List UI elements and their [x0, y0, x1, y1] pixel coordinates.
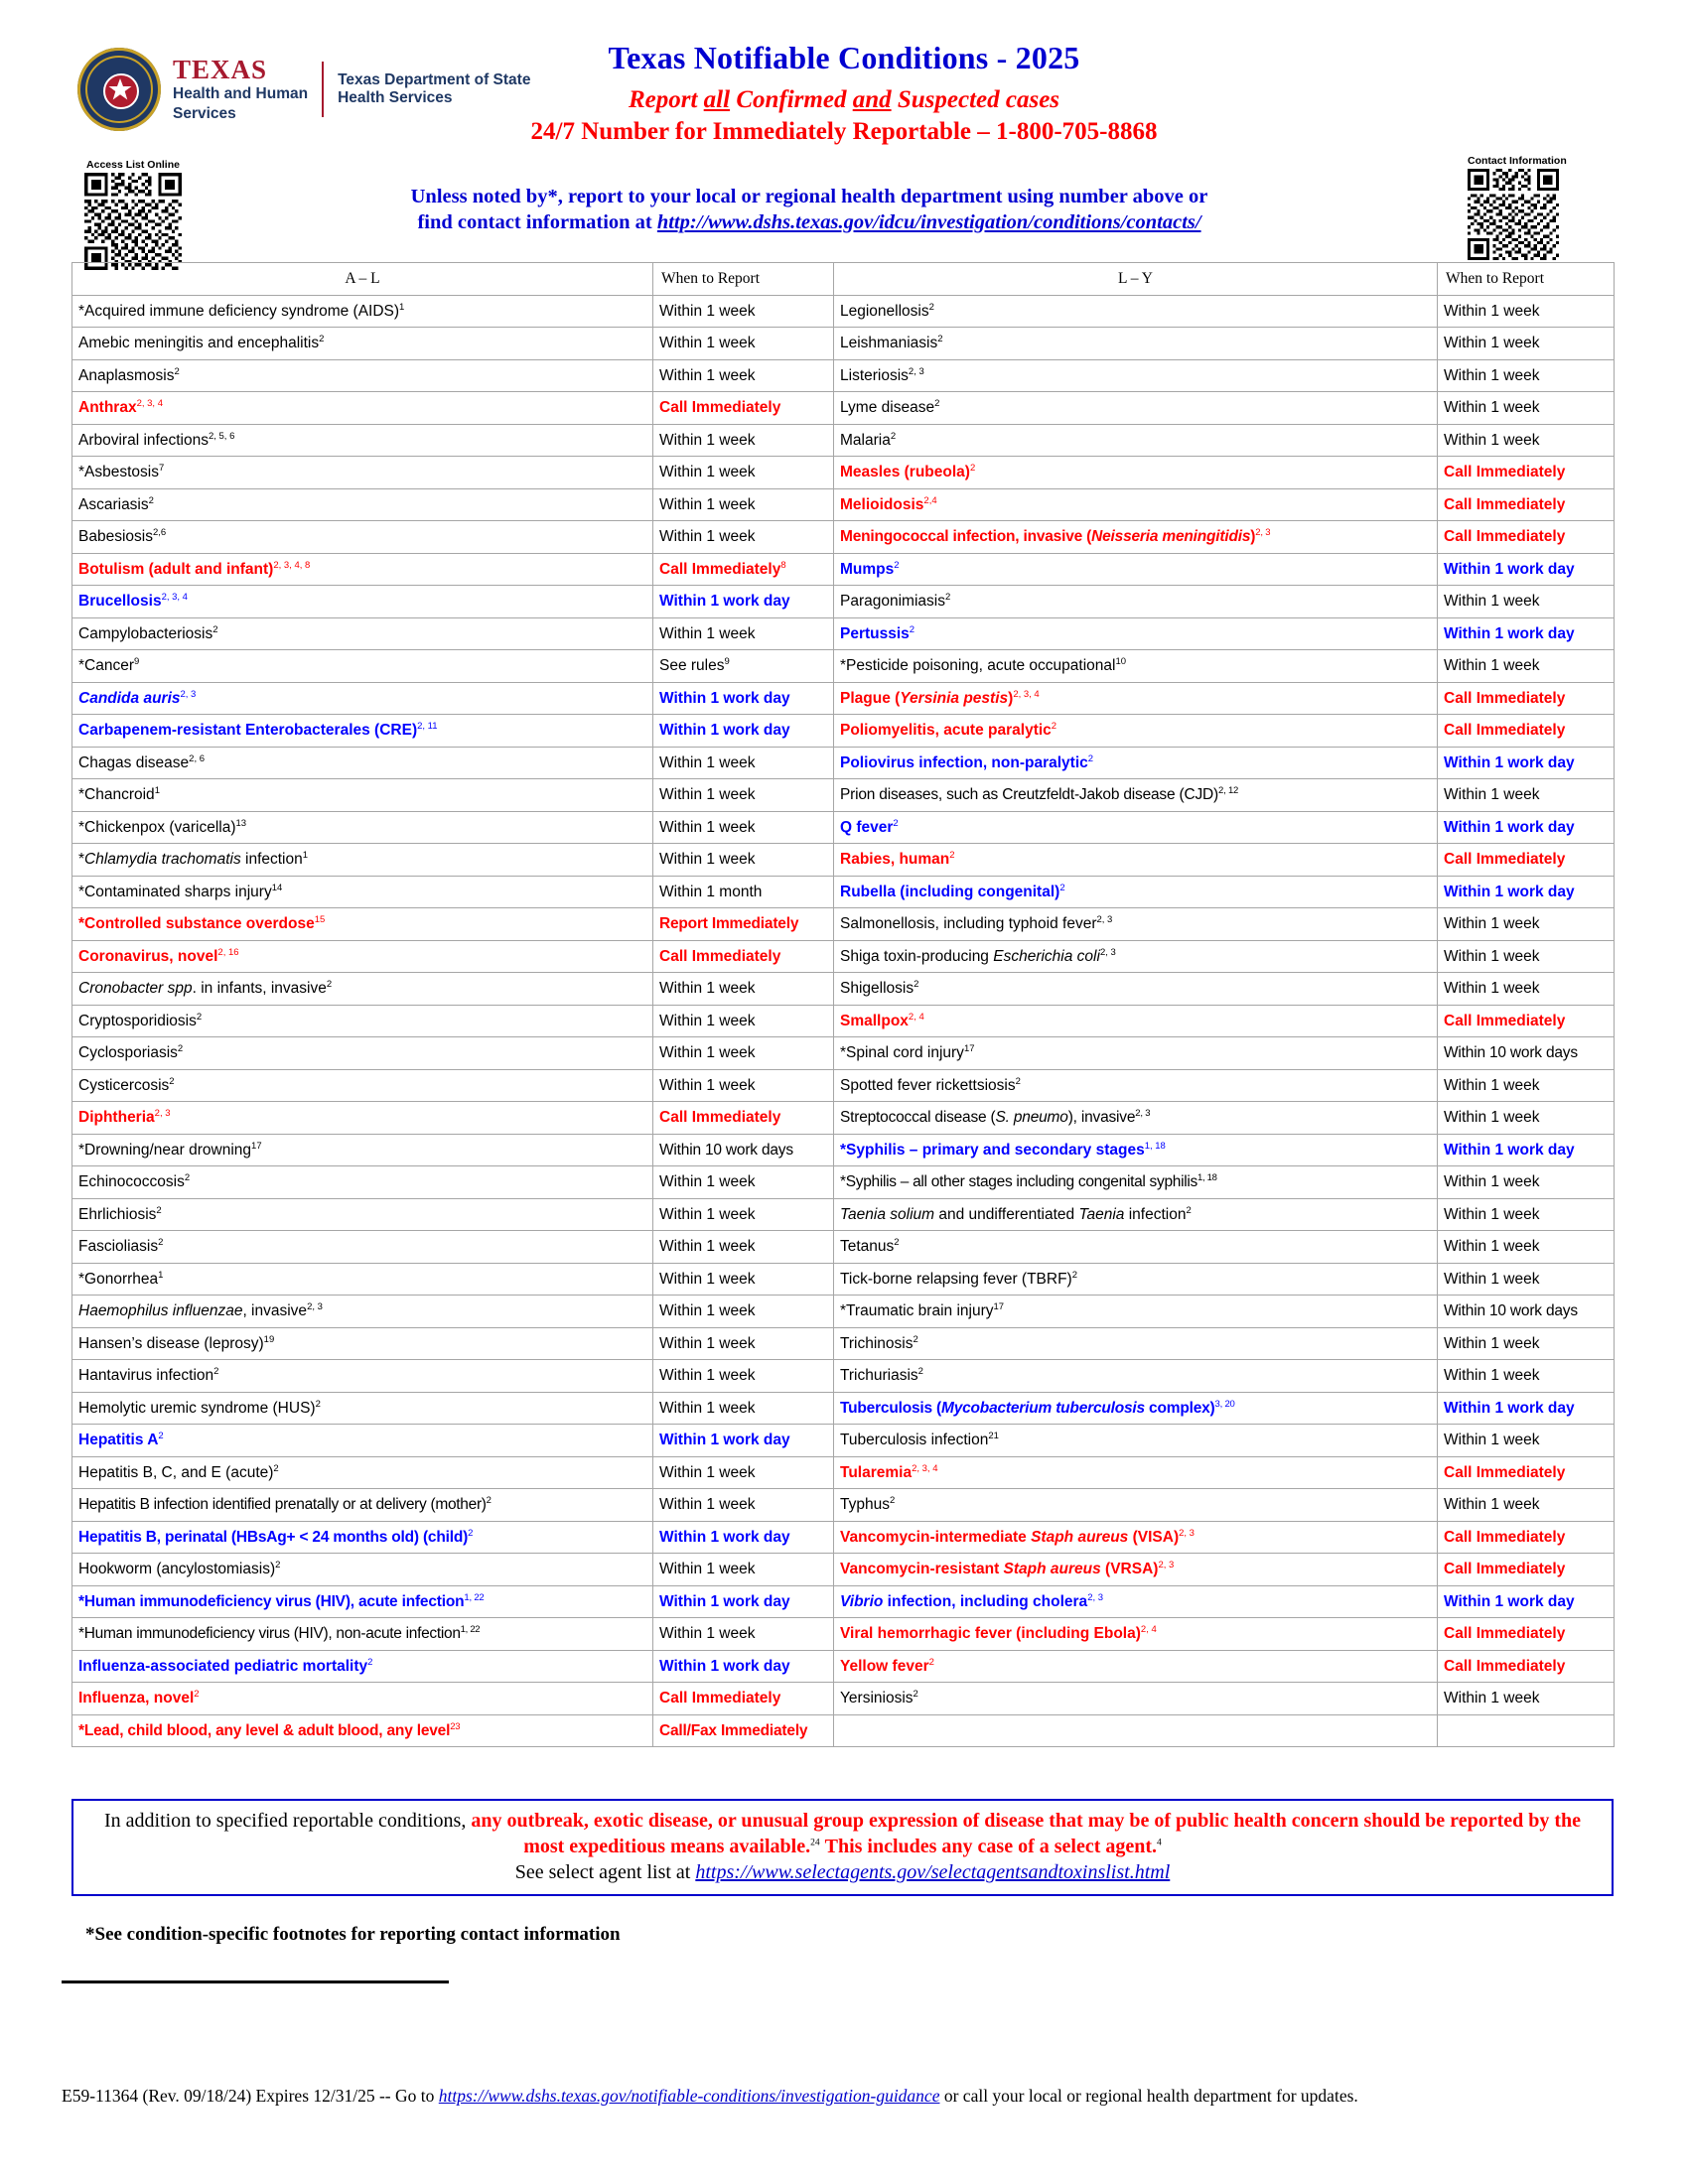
condition-name-left: *Gonorrhea$^1$	[72, 1263, 653, 1296]
condition-name-right: Mumps$^2$	[834, 553, 1438, 586]
when-to-report-right: Call Immediately	[1438, 488, 1615, 521]
condition-name-left: Hookworm (ancylostomiasis)$^2$	[72, 1554, 653, 1586]
condition-name-right: Rabies, human$^2$	[834, 844, 1438, 877]
when-to-report-right: Within 1 week	[1438, 1166, 1615, 1199]
when-to-report-right: Within 1 week	[1438, 779, 1615, 812]
condition-name-left: *Lead, child blood, any level & adult blood, any level$^{23}$	[72, 1714, 653, 1747]
condition-name-right: Malaria$^2$	[834, 424, 1438, 457]
table-row	[72, 715, 1615, 748]
when-to-report-left: Call Immediately	[653, 1683, 834, 1715]
table-row	[72, 392, 1615, 425]
table-row	[72, 1198, 1615, 1231]
condition-name-left: Campylobacteriosis$^2$	[72, 617, 653, 650]
condition-name-right: Yersiniosis$^2$	[834, 1683, 1438, 1715]
when-to-report-right: Within 1 week	[1438, 424, 1615, 457]
subtitle-report-cases	[328, 86, 1360, 114]
when-to-report-right: Within 1 week	[1438, 1231, 1615, 1264]
condition-name-right: Rubella (including congenital)$^2$	[834, 876, 1438, 908]
condition-name-right: Tuberculosis (Mycobacterium tuberculosis complex)$^{3, 20}$	[834, 1392, 1438, 1425]
condition-name-right: Streptococcal disease (S. pneumo), invasive$^{2, 3}$	[834, 1102, 1438, 1135]
condition-name-right: Typhus$^2$	[834, 1489, 1438, 1522]
condition-name-left: *Cancer$^9$	[72, 650, 653, 683]
when-to-report-left: Within 1 work day	[653, 1425, 834, 1457]
condition-name-right: Yellow fever$^2$	[834, 1650, 1438, 1683]
table-row	[72, 747, 1615, 779]
condition-name-left: Hemolytic uremic syndrome (HUS)$^2$	[72, 1392, 653, 1425]
condition-name-right: Paragonimiasis$^2$	[834, 586, 1438, 618]
when-to-report-right: Within 10 work days	[1438, 1296, 1615, 1328]
outbreak-warning-text: any outbreak, exotic disease, or unusual group expression of disease that may be of public health concern should be reported by the most expeditious means available.	[471, 1810, 1582, 1857]
condition-name-left: Candida auris$^{2, 3}$	[72, 682, 653, 715]
condition-name-left: *Acquired immune deficiency syndrome (AIDS)$^1$	[72, 295, 653, 328]
condition-name-left: Botulism (adult and infant)$^{2, 3, 4, 8}$	[72, 553, 653, 586]
condition-name-left: Cronobacter spp. in infants, invasive$^2$	[72, 973, 653, 1006]
notifiable-conditions-table	[71, 262, 1615, 1747]
condition-name-left: Arboviral infections$^{2, 5, 6}$	[72, 424, 653, 457]
table-row	[72, 1585, 1615, 1618]
title-block	[328, 40, 1360, 146]
condition-name-left: Echinococcosis$^2$	[72, 1166, 653, 1199]
notice-line-1: Unless noted by*, report to your local or regional health department using number above or	[410, 186, 1208, 207]
condition-name-right: Tick-borne relapsing fever (TBRF)$^2$	[834, 1263, 1438, 1296]
col-header-conditions-a-l: A – L	[72, 263, 653, 296]
table-row	[72, 359, 1615, 392]
condition-name-left: Hepatitis B, C, and E (acute)$^2$	[72, 1456, 653, 1489]
when-to-report-left: See rules$^9$	[653, 650, 834, 683]
when-to-report-right: Call Immediately	[1438, 457, 1615, 489]
when-to-report-left: Within 1 work day	[653, 1650, 834, 1683]
condition-name-left: *Human immunodeficiency virus (HIV), non-acute infection$^{1, 22}$	[72, 1618, 653, 1651]
reporting-instructions	[223, 185, 1395, 235]
table-row	[72, 328, 1615, 360]
condition-name-right: Salmonellosis, including typhoid fever$^{2, 3}$	[834, 908, 1438, 941]
when-to-report-right: Call Immediately	[1438, 1554, 1615, 1586]
condition-name-right: Taenia solium and undifferentiated Taenia infection$^2$	[834, 1198, 1438, 1231]
condition-name-right: Lyme disease$^2$	[834, 392, 1438, 425]
when-to-report-left: Within 1 week	[653, 1166, 834, 1199]
when-to-report-right: Within 1 week	[1438, 973, 1615, 1006]
select-agent-prefix: See select agent list at	[514, 1861, 696, 1883]
condition-name-right: Shigellosis$^2$	[834, 973, 1438, 1006]
when-to-report-left: Within 1 week	[653, 521, 834, 554]
subtitle-all: all	[703, 86, 731, 113]
when-to-report-right: Within 1 week	[1438, 1425, 1615, 1457]
when-to-report-right: Call Immediately	[1438, 1521, 1615, 1554]
condition-name-left: *Chancroid$^1$	[72, 779, 653, 812]
when-to-report-left: Within 1 week	[653, 295, 834, 328]
table-row	[72, 650, 1615, 683]
when-to-report-left: Within 1 week	[653, 844, 834, 877]
condition-name-left: Anaplasmosis$^2$	[72, 359, 653, 392]
hhs-line-1: Health and Human	[173, 85, 309, 103]
contacts-link[interactable]: http://www.dshs.texas.gov/idcu/investigation/conditions/contacts/	[656, 210, 1201, 233]
outbreak-lead-text: In addition to specified reportable conditions,	[103, 1810, 472, 1832]
col-header-when-to-report-left: When to Report	[653, 263, 834, 296]
page-header	[0, 0, 1688, 253]
condition-name-right: Legionellosis$^2$	[834, 295, 1438, 328]
table-header	[72, 263, 1615, 296]
when-to-report-left: Within 1 week	[653, 424, 834, 457]
table-row	[72, 1521, 1615, 1554]
when-to-report-left: Call Immediately$^8$	[653, 553, 834, 586]
when-to-report-left: Within 1 week	[653, 1231, 834, 1264]
table-row	[72, 1327, 1615, 1360]
when-to-report-left: Within 1 week	[653, 1327, 834, 1360]
table-row	[72, 295, 1615, 328]
table-row	[72, 553, 1615, 586]
condition-name-right: Melioidosis$^{2,4}$	[834, 488, 1438, 521]
when-to-report-right: Call Immediately	[1438, 682, 1615, 715]
when-to-report-right: Within 1 work day	[1438, 617, 1615, 650]
when-to-report-right: Within 1 work day	[1438, 811, 1615, 844]
asterisk-footnote: *See condition-specific footnotes for reporting contact information	[85, 1924, 621, 1945]
when-to-report-left: Call/Fax Immediately	[653, 1714, 834, 1747]
when-to-report-left: Within 1 week	[653, 1263, 834, 1296]
condition-name-right: Viral hemorrhagic fever (including Ebola)$^{2, 4}$	[834, 1618, 1438, 1651]
when-to-report-left: Within 1 week	[653, 1069, 834, 1102]
col-header-when-to-report-right: When to Report	[1438, 263, 1615, 296]
table-row	[72, 908, 1615, 941]
table-row	[72, 1650, 1615, 1683]
table-row	[72, 521, 1615, 554]
when-to-report-right: Within 1 week	[1438, 908, 1615, 941]
when-to-report-left: Within 1 week	[653, 1005, 834, 1037]
texas-wordmark: TEXAS	[173, 55, 268, 85]
condition-name-left: *Controlled substance overdose$^{15}$	[72, 908, 653, 941]
when-to-report-right: Within 1 week	[1438, 650, 1615, 683]
condition-name-left: Cryptosporidiosis$^2$	[72, 1005, 653, 1037]
condition-name-left: *Chickenpox (varicella)$^{13}$	[72, 811, 653, 844]
condition-name-right: Tuberculosis infection$^{21}$	[834, 1425, 1438, 1457]
condition-name-right	[834, 1714, 1438, 1747]
when-to-report-left: Within 1 week	[653, 328, 834, 360]
when-to-report-right: Within 1 week	[1438, 1102, 1615, 1135]
table-row	[72, 779, 1615, 812]
condition-name-right: *Traumatic brain injury$^{17}$	[834, 1296, 1438, 1328]
condition-name-right: Prion diseases, such as Creutzfeldt-Jakob disease (CJD)$^{2, 12}$	[834, 779, 1438, 812]
when-to-report-left: Within 1 week	[653, 973, 834, 1006]
condition-name-right: Smallpox$^{2, 4}$	[834, 1005, 1438, 1037]
condition-name-right: *Syphilis – primary and secondary stages$^{1, 18}$	[834, 1134, 1438, 1166]
when-to-report-right	[1438, 1714, 1615, 1747]
table-row	[72, 457, 1615, 489]
condition-name-right: Leishmaniasis$^2$	[834, 328, 1438, 360]
table-row	[72, 844, 1615, 877]
condition-name-right: Pertussis$^2$	[834, 617, 1438, 650]
when-to-report-left: Report Immediately	[653, 908, 834, 941]
when-to-report-right: Within 1 work day	[1438, 1585, 1615, 1618]
when-to-report-left: Within 1 work day	[653, 682, 834, 715]
col-header-conditions-l-y: L – Y	[834, 263, 1438, 296]
when-to-report-right: Call Immediately	[1438, 1618, 1615, 1651]
when-to-report-right: Call Immediately	[1438, 715, 1615, 748]
subtitle-post: Suspected cases	[891, 86, 1060, 113]
condition-name-right: Q fever$^2$	[834, 811, 1438, 844]
condition-name-left: Chagas disease$^{2, 6}$	[72, 747, 653, 779]
table-row	[72, 488, 1615, 521]
table-row	[72, 811, 1615, 844]
dshs-line-1: Texas Department of State	[338, 71, 531, 89]
table-row	[72, 1102, 1615, 1135]
condition-name-left: Coronavirus, novel$^{2, 16}$	[72, 940, 653, 973]
condition-name-left: Amebic meningitis and encephalitis$^2$	[72, 328, 653, 360]
when-to-report-right: Within 1 work day	[1438, 553, 1615, 586]
condition-name-left: Hansen’s disease (leprosy)$^{19}$	[72, 1327, 653, 1360]
when-to-report-right: Within 1 week	[1438, 1360, 1615, 1393]
condition-name-right: *Pesticide poisoning, acute occupational$^{10}$	[834, 650, 1438, 683]
table-row	[72, 876, 1615, 908]
qr-code-access-list-icon[interactable]	[84, 173, 182, 270]
texas-hhs-seal-icon	[77, 48, 161, 131]
when-to-report-left: Within 1 work day	[653, 1585, 834, 1618]
table-row	[72, 1005, 1615, 1037]
when-to-report-left: Call Immediately	[653, 1102, 834, 1135]
condition-name-left: Hepatitis B, perinatal (HBsAg+ < 24 months old) (child)$^2$	[72, 1521, 653, 1554]
star-icon	[108, 77, 132, 101]
condition-name-left: Diphtheria$^{2, 3}$	[72, 1102, 653, 1135]
table-row	[72, 1554, 1615, 1586]
when-to-report-right: Within 10 work days	[1438, 1037, 1615, 1070]
when-to-report-left: Within 1 week	[653, 1360, 834, 1393]
when-to-report-right: Call Immediately	[1438, 1005, 1615, 1037]
table-row	[72, 1425, 1615, 1457]
when-to-report-left: Within 1 week	[653, 1392, 834, 1425]
table-row	[72, 1231, 1615, 1264]
when-to-report-left: Within 1 week	[653, 1489, 834, 1522]
condition-name-left: Influenza-associated pediatric mortality$^2$	[72, 1650, 653, 1683]
condition-name-right: Tularemia$^{2, 3, 4}$	[834, 1456, 1438, 1489]
condition-name-left: Brucellosis$^{2, 3, 4}$	[72, 586, 653, 618]
select-agent-list-link[interactable]: https://www.selectagents.gov/selectagentsandtoxinslist.html	[695, 1861, 1171, 1883]
condition-name-left: Hepatitis $A^2$	[72, 1425, 653, 1457]
table-row	[72, 1714, 1615, 1747]
when-to-report-left: Within 1 month	[653, 876, 834, 908]
when-to-report-right: Within 1 work day	[1438, 1392, 1615, 1425]
outbreak-select-agent-text: This includes any case of a select agent.	[824, 1836, 1158, 1857]
condition-name-right: *Syphilis – all other stages including congenital syphilis$^{1, 18}$	[834, 1166, 1438, 1199]
condition-name-left: Fascioliasis$^2$	[72, 1231, 653, 1264]
when-to-report-left: Within 1 week	[653, 617, 834, 650]
table-header-row	[72, 263, 1615, 296]
when-to-report-left: Within 1 week	[653, 1456, 834, 1489]
when-to-report-right: Call Immediately	[1438, 1456, 1615, 1489]
when-to-report-left: Within 1 week	[653, 779, 834, 812]
table-row	[72, 940, 1615, 973]
when-to-report-right: Call Immediately	[1438, 844, 1615, 877]
table-row	[72, 1683, 1615, 1715]
when-to-report-right: Within 1 week	[1438, 295, 1615, 328]
when-to-report-left: Within 1 work day	[653, 586, 834, 618]
when-to-report-right: Within 1 week	[1438, 392, 1615, 425]
condition-name-left: Babesiosis$^{2,6}$	[72, 521, 653, 554]
table-row	[72, 1296, 1615, 1328]
hhs-wordmark	[173, 57, 308, 122]
logo-divider	[322, 62, 324, 117]
when-to-report-left: Within 1 week	[653, 811, 834, 844]
when-to-report-left: Within 1 week	[653, 488, 834, 521]
when-to-report-left: Within 1 work day	[653, 1521, 834, 1554]
when-to-report-left: Call Immediately	[653, 392, 834, 425]
when-to-report-left: Within 1 week	[653, 1618, 834, 1651]
page-title: Texas Notifiable Conditions - 2025	[608, 40, 1080, 75]
condition-name-right: Vancomycin-intermediate Staph aureus (VISA)$^{2, 3}$	[834, 1521, 1438, 1554]
when-to-report-left: Within 1 week	[653, 457, 834, 489]
notice-line-2	[223, 210, 1395, 236]
table-row	[72, 1392, 1615, 1425]
when-to-report-left: Within 1 work day	[653, 715, 834, 748]
table-row	[72, 1134, 1615, 1166]
when-to-report-left: Within 1 week	[653, 1037, 834, 1070]
table-row	[72, 1037, 1615, 1070]
condition-name-right: Listeriosis$^{2, 3}$	[834, 359, 1438, 392]
outbreak-sup-4: 4	[1157, 1838, 1162, 1848]
table-row	[72, 1618, 1615, 1651]
condition-name-left: Influenza, novel$^2$	[72, 1683, 653, 1715]
condition-name-left: *Human immunodeficiency virus (HIV), acute infection$^{1, 22}$	[72, 1585, 653, 1618]
when-to-report-right: Within 1 week	[1438, 1069, 1615, 1102]
when-to-report-right: Within 1 week	[1438, 1683, 1615, 1715]
condition-name-left: Cysticercosis$^2$	[72, 1069, 653, 1102]
when-to-report-left: Within 10 work days	[653, 1134, 834, 1166]
condition-name-right: Spotted fever rickettsiosis$^2$	[834, 1069, 1438, 1102]
dshs-line-2: Health Services	[338, 89, 453, 106]
table-row	[72, 1489, 1615, 1522]
when-to-report-right: Within 1 week	[1438, 1327, 1615, 1360]
table-body	[72, 295, 1615, 1747]
conditions-table-wrapper	[71, 262, 1614, 1747]
condition-name-left: *Drowning/near drowning$^{17}$	[72, 1134, 653, 1166]
condition-name-right: Meningococcal infection, invasive (Neisseria meningitidis)$^{2, 3}$	[834, 521, 1438, 554]
condition-name-left: Hantavirus infection$^2$	[72, 1360, 653, 1393]
when-to-report-left: Within 1 week	[653, 359, 834, 392]
when-to-report-right: Within 1 week	[1438, 1198, 1615, 1231]
table-row	[72, 682, 1615, 715]
footnote-divider	[62, 1980, 449, 1983]
select-agent-line	[89, 1859, 1596, 1885]
condition-name-left: Ascariasis$^2$	[72, 488, 653, 521]
when-to-report-right: Within 1 week	[1438, 328, 1615, 360]
when-to-report-left: Within 1 week	[653, 1296, 834, 1328]
when-to-report-right: Within 1 week	[1438, 940, 1615, 973]
condition-name-right: Poliovirus infection, non-paralytic$^2$	[834, 747, 1438, 779]
when-to-report-right: Within 1 week	[1438, 586, 1615, 618]
outbreak-sup-24: 24	[810, 1838, 820, 1848]
subtitle-phone: 24/7 Number for Immediately Reportable – 1-800-705-8868	[530, 118, 1158, 145]
condition-name-left: Haemophilus influenzae, invasive$^{2, 3}$	[72, 1296, 653, 1328]
condition-name-right: Poliomyelitis, acute paralytic$^2$	[834, 715, 1438, 748]
when-to-report-right: Within 1 week	[1438, 359, 1615, 392]
condition-name-right: Measles (rubeola)$^2$	[834, 457, 1438, 489]
when-to-report-right: Call Immediately	[1438, 521, 1615, 554]
condition-name-right: Vibrio infection, including cholera$^{2, 3}$	[834, 1585, 1438, 1618]
condition-name-left: Ehrlichiosis$^2$	[72, 1198, 653, 1231]
qr-left-caption: Access List Online	[86, 159, 180, 171]
when-to-report-right: Within 1 week	[1438, 1489, 1615, 1522]
table-row	[72, 1360, 1615, 1393]
condition-name-right: Plague (Yersinia pestis)$^{2, 3, 4}$	[834, 682, 1438, 715]
condition-name-right: Vancomycin-resistant Staph aureus (VRSA)$^{2, 3}$	[834, 1554, 1438, 1586]
table-row	[72, 1456, 1615, 1489]
qr-code-contact-information-icon[interactable]	[1468, 169, 1559, 260]
outbreak-notice-box	[71, 1799, 1614, 1896]
page-footer	[62, 2083, 1611, 2109]
when-to-report-right: Within 1 work day	[1438, 1134, 1615, 1166]
when-to-report-left: Call Immediately	[653, 940, 834, 973]
condition-name-left: Anthrax$^{2, 3, 4}$	[72, 392, 653, 425]
condition-name-left: *Chlamydia trachomatis infection$^1$	[72, 844, 653, 877]
table-row	[72, 1069, 1615, 1102]
table-row	[72, 973, 1615, 1006]
when-to-report-left: Within 1 week	[653, 1554, 834, 1586]
table-row	[72, 1263, 1615, 1296]
when-to-report-left: Within 1 week	[653, 747, 834, 779]
condition-name-left: Cyclosporiasis$^2$	[72, 1037, 653, 1070]
table-row	[72, 617, 1615, 650]
condition-name-right: *Spinal cord injury$^{17}$	[834, 1037, 1438, 1070]
condition-name-left: Hepatitis B infection identified prenatally or at delivery (mother)$^2$	[72, 1489, 653, 1522]
footer-suffix: or call your local or regional health department for updates.	[939, 2086, 1358, 2106]
condition-name-right: Trichinosis$^2$	[834, 1327, 1438, 1360]
condition-name-right: Shiga toxin-producing Escherichia coli$^{2, 3}$	[834, 940, 1438, 973]
subtitle-pre: Report	[628, 86, 704, 113]
footer-prefix: E59-11364 (Rev. 09/18/24) Expires 12/31/25 -- Go to	[62, 2086, 439, 2106]
table-row	[72, 586, 1615, 618]
condition-name-left: *Asbestosis$^7$	[72, 457, 653, 489]
condition-name-right: Tetanus$^2$	[834, 1231, 1438, 1264]
subtitle-mid: Confirmed	[730, 86, 853, 113]
table-row	[72, 1166, 1615, 1199]
table-row	[72, 424, 1615, 457]
investigation-guidance-link[interactable]: https://www.dshs.texas.gov/notifiable-conditions/investigation-guidance	[438, 2086, 940, 2106]
condition-name-left: *Contaminated sharps injury$^{14}$	[72, 876, 653, 908]
outbreak-main-text	[89, 1808, 1596, 1859]
contact-info-qr-block[interactable]	[1468, 155, 1567, 260]
notice-line-2-prefix: find contact information at	[417, 210, 657, 233]
condition-name-right: Trichuriasis$^2$	[834, 1360, 1438, 1393]
subtitle-and: and	[852, 86, 892, 113]
condition-name-left: Carbapenem-resistant Enterobacterales (CRE)$^{2, 11}$	[72, 715, 653, 748]
when-to-report-right: Within 1 work day	[1438, 876, 1615, 908]
access-list-qr-block[interactable]	[84, 159, 182, 270]
when-to-report-right: Within 1 work day	[1438, 747, 1615, 779]
when-to-report-right: Within 1 week	[1438, 1263, 1615, 1296]
when-to-report-right: Call Immediately	[1438, 1650, 1615, 1683]
hhs-line-2: Services	[173, 104, 236, 122]
qr-right-caption: Contact Information	[1468, 155, 1567, 167]
when-to-report-left: Within 1 week	[653, 1198, 834, 1231]
